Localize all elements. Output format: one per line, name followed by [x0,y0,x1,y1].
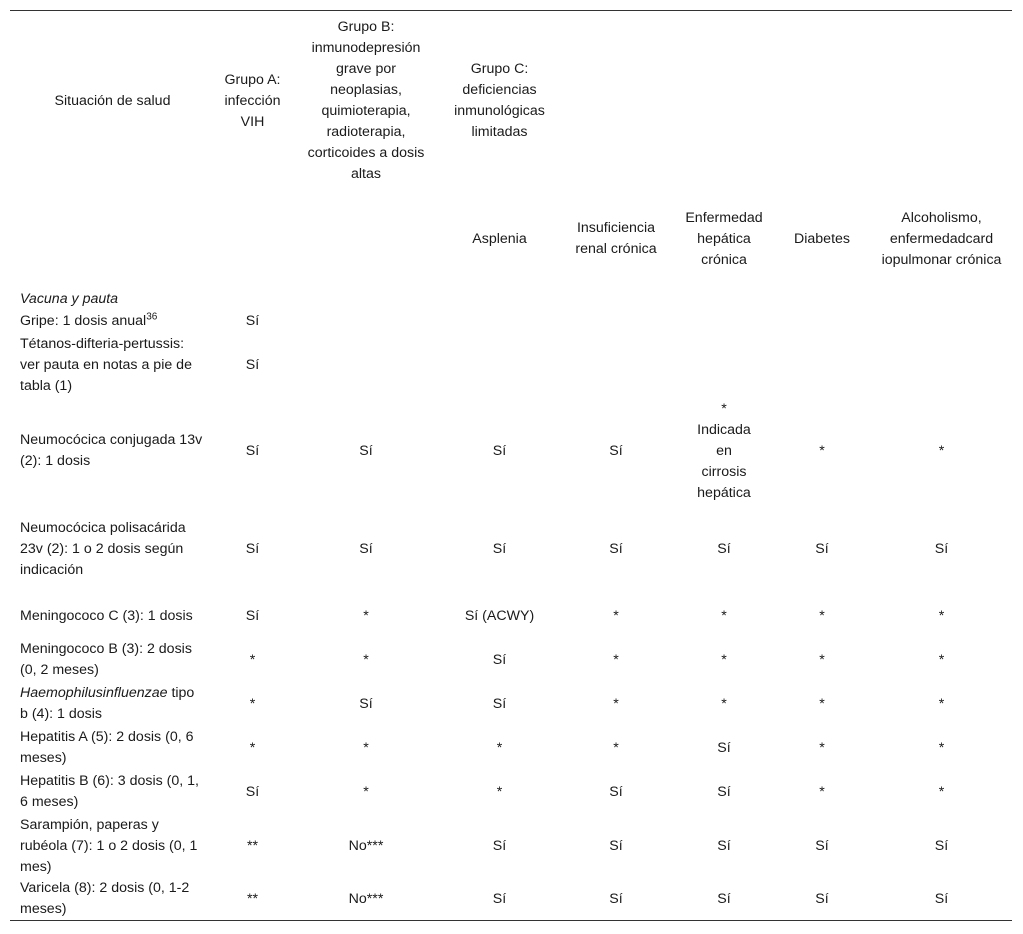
vaccination-table [10,12,1012,920]
table-cell: * [938,695,945,712]
table-row [10,638,1012,682]
table-cell [665,332,773,398]
table-cell: * [613,739,619,756]
table-bottom-rule [10,920,1012,921]
table-cell: * [721,695,727,712]
table-cell: * [249,739,256,756]
row-label: Hepatitis B (6): 3 dosis (0, 1, 6 meses) [20,773,199,810]
table-cell: Sí [815,540,829,557]
header-asplenia: Asplenia [472,230,527,247]
table-cell [861,332,1012,398]
table-cell: * [363,739,369,756]
table-row [10,682,1012,726]
table-cell: Sí [359,442,373,459]
table-row [10,594,1012,638]
table-cell: * [819,783,825,800]
table-cell: No*** [348,890,384,907]
row-label: Haemophilusinfluenzae tipo b (4): 1 dosis [20,685,195,722]
table-cell: Sí [717,739,731,756]
table-cell: Sí [609,442,623,459]
table-top-rule [10,10,1012,11]
table-cell: Sí [492,442,507,459]
table-row [10,332,1012,398]
header-situacion: Situación de salud [54,92,171,109]
table-row [10,726,1012,770]
row-label-superscript: 36 [146,310,158,322]
header-grupo-a: Grupo A: infección VIH [224,71,281,130]
table-cell: * [819,739,825,756]
table-cell [290,332,432,398]
table-cell: * [721,607,727,624]
table-cell [861,310,1012,332]
table-cell: Sí [245,607,260,624]
table-cell: Sí [717,540,731,557]
row-label: Neumocócica conjugada 13v (2): 1 dosis [20,432,203,469]
table-cell: Sí [245,312,260,329]
table-row [10,814,1012,878]
table-row [10,504,1012,594]
table-cell: Sí [245,783,260,800]
table-cell: * [938,783,945,800]
table-cell [432,310,557,332]
table-cell: Sí [815,837,829,854]
row-label-italic: Haemophilusinfluenzae [20,685,168,701]
table-row [10,310,1012,332]
header-alcoholismo: Alcoholismo, enfermedadcard iopulmonar crónica [881,209,1002,268]
table-row [10,770,1012,814]
row-label: Tétanos-difteria-pertussis: ver pauta en notas a pie de tabla (1) [20,335,192,394]
row-label: Hepatitis A (5): 2 dosis (0, 6 meses) [20,729,194,766]
row-label: Gripe: 1 dosis anual$^{36}$ [20,310,158,329]
table-cell: * [249,651,256,668]
table-cell: Sí [359,695,373,712]
table-cell: * [363,651,369,668]
table-cell: Sí [934,837,949,854]
table-cell: * [938,739,945,756]
table-cell: Sí [717,837,731,854]
row-label: Neumocócica polisacárida 23v (2): 1 o 2 dosis según indicación [20,519,186,578]
table-cell: * [613,607,619,624]
table-cell: * [613,651,619,668]
table-cell: * [819,651,825,668]
table-cell: * [938,607,945,624]
header-enfermedad-hepatica: Enfermedad hepática crónica [685,209,763,268]
table-cell: * [496,783,503,800]
table-cell: * Indicada en cirrosis hepática [697,400,751,501]
header-row-2 [10,190,1012,288]
section-label: Vacuna y pauta [20,290,119,307]
row-label: Meningococo C (3): 1 dosis [20,607,193,624]
table-cell: Sí (ACWY) [464,607,535,624]
table-row [10,398,1012,504]
table-cell [432,332,557,398]
header-insuficiencia-renal: Insuficiencia renal crónica [575,220,657,257]
table-row [10,878,1012,920]
table-cell: Sí [717,783,731,800]
table-cell: Sí [934,540,949,557]
table-cell [557,310,665,332]
table-cell [773,332,861,398]
table-cell: * [363,607,369,624]
header-diabetes: Diabetes [794,230,850,247]
table-cell: Sí [492,651,507,668]
table-cell: Sí [492,890,507,907]
table-cell: Sí [359,540,373,557]
table-cell: Sí [492,695,507,712]
table-cell: * [938,651,945,668]
table-cell: Sí [245,356,260,373]
row-label: Meningococo B (3): 2 dosis (0, 2 meses) [20,641,192,678]
table-cell: Sí [492,837,507,854]
table-cell: Sí [245,540,260,557]
table-cell [665,310,773,332]
table-cell: Sí [815,890,829,907]
table-cell: ** [246,890,259,907]
table-cell: Sí [717,890,731,907]
table-cell: ** [246,837,259,854]
table-cell: * [938,442,945,459]
table-cell: No*** [348,837,384,854]
table-cell [290,310,432,332]
table-cell: Sí [934,890,949,907]
table-cell [773,310,861,332]
header-grupo-b: Grupo B: inmunodepresión grave por neoplasias, quimioterapia, radioterapia, corticoides a dosis altas [307,19,425,182]
table-cell: * [496,739,503,756]
table-cell: * [363,783,369,800]
table-cell: * [721,651,727,668]
header-row-1 [10,12,1012,190]
table-cell: Sí [609,837,623,854]
table-cell: * [819,442,825,459]
table-cell: * [249,695,256,712]
table-cell: * [613,695,619,712]
table-cell: * [819,695,825,712]
header-grupo-c: Grupo C: deficiencias inmunológicas limitadas [454,61,545,140]
table-cell: Sí [492,540,507,557]
table-cell: Sí [245,442,260,459]
table-cell [557,332,665,398]
table-cell: * [819,607,825,624]
table-cell: Sí [609,783,623,800]
row-label: Varicela (8): 2 dosis (0, 1-2 meses) [20,880,190,917]
table-cell: Sí [609,540,623,557]
table-cell: Sí [609,890,623,907]
row-label: Sarampión, paperas y rubéola (7): 1 o 2 dosis (0, 1 mes) [20,816,198,875]
section-row [10,288,1012,310]
